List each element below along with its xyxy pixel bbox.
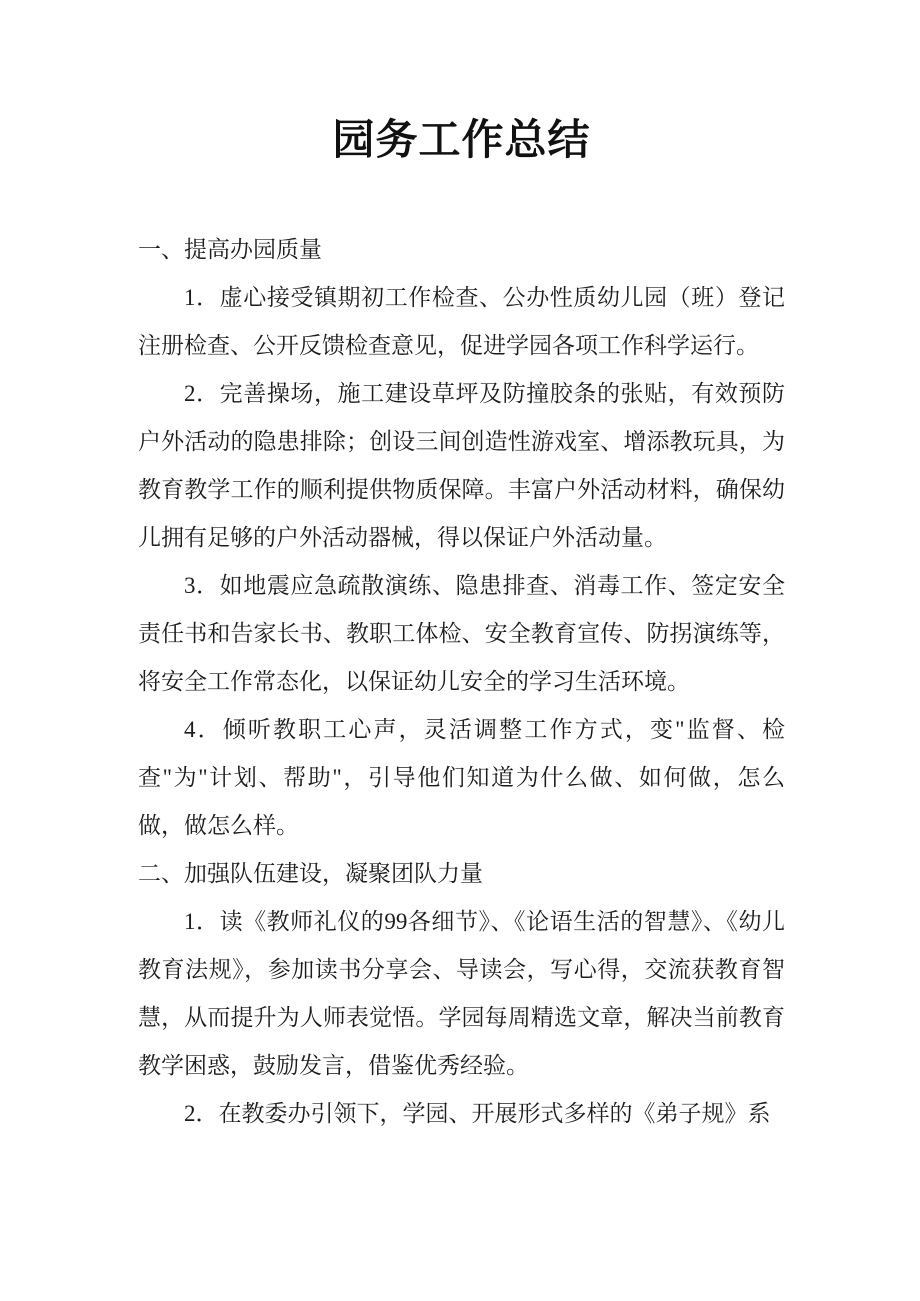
section-1-paragraph-1: 1．虚心接受镇期初工作检查、公办性质幼儿园（班）登记注册检查、公开反馈检查意见，促进学园各项工作科学运行。 — [138, 285, 785, 358]
document-body — [138, 226, 785, 1138]
section-1-paragraph-3: 3．如地震应急疏散演练、隐患排查、消毒工作、签定安全责任书和告家长书、教职工体检、安全教育宣传、防拐演练等，将安全工作常态化，以保证幼儿安全的学习生活环境。 — [138, 573, 785, 694]
section-1-paragraph-4: 4．倾听教职工心声，灵活调整工作方式，变"监督、检查"为"计划、帮助"，引导他们知道为什么做、如何做，怎么做，做怎么样。 — [138, 717, 785, 838]
section-2-heading: 二、加强队伍建设，凝聚团队力量 — [138, 861, 483, 886]
section-2-paragraph-2: 2．在教委办引领下，学园、开展形式多样的《弟子规》系 — [184, 1101, 771, 1126]
section-1-paragraph-2: 2．完善操场，施工建设草坪及防撞胶条的张贴，有效预防户外活动的隐患排除；创设三间创造性游戏室、增添教玩具，为教育教学工作的顺利提供物质保障。丰富户外活动材料，确保幼儿拥有足够的户外活动器械，得以保证户外活动量。 — [138, 381, 785, 550]
document-title: 园务工作总结 — [332, 116, 591, 163]
section-2-paragraph-1: 1．读《教师礼仪的99各细节》、《论语生活的智慧》、《幼儿教育法规》，参加读书分享会、导读会，写心得，交流获教育智慧，从而提升为人师表觉悟。学园每周精选文章，解决当前教育教学困惑，鼓励发言，借鉴优秀经验。 — [138, 909, 785, 1078]
section-1-heading: 一、提高办园质量 — [138, 237, 322, 262]
